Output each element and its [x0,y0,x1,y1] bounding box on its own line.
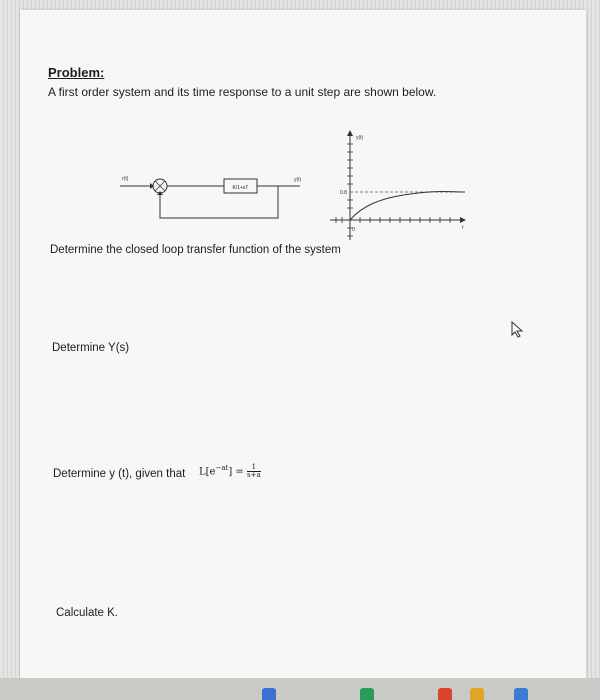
mouse-cursor-icon [510,320,526,338]
formula-numerator: 1 [247,464,261,472]
feedback-path [160,186,278,218]
output-label: y(t) [294,177,302,183]
transfer-block-label: K/1+sT [232,185,249,191]
step-response-plot [300,124,470,244]
input-label: r(t) [122,176,129,182]
y-axis-label: y(t) [356,135,364,141]
y-axis-arrow [347,130,353,136]
x-axis-arrow [460,217,466,223]
block-diagram [100,120,300,220]
formula-denominator: s+a [246,471,261,480]
taskbar-app-icon[interactable] [470,688,484,700]
formula-fraction [247,464,261,479]
question-y-of-s: Determine Y(s) [52,342,130,354]
x-axis-label: t [462,225,464,231]
taskbar-app-icon[interactable] [514,688,528,700]
taskbar-app-icon[interactable] [360,688,374,700]
taskbar-app-icon[interactable] [438,688,452,700]
response-curve [350,192,465,221]
question-calculate-k: Calculate K. [56,607,119,619]
asymptote-label: 0.8 [340,190,347,196]
problem-heading: Problem: [48,65,105,80]
formula-mid: ] = [228,466,244,478]
origin-label: 0 [352,227,355,233]
taskbar [0,678,600,700]
problem-intro: A first order system and its time response to a unit step are shown below. [48,85,437,99]
formula-exponent: −at [215,464,229,472]
taskbar-app-icon[interactable] [262,688,276,700]
formula-lhs: L[e [199,466,216,478]
question-y-of-t: Determine y (t), given that [53,468,186,480]
laplace-formula [199,464,261,479]
question-transfer-function: Determine the closed loop transfer function of the system [50,244,341,256]
